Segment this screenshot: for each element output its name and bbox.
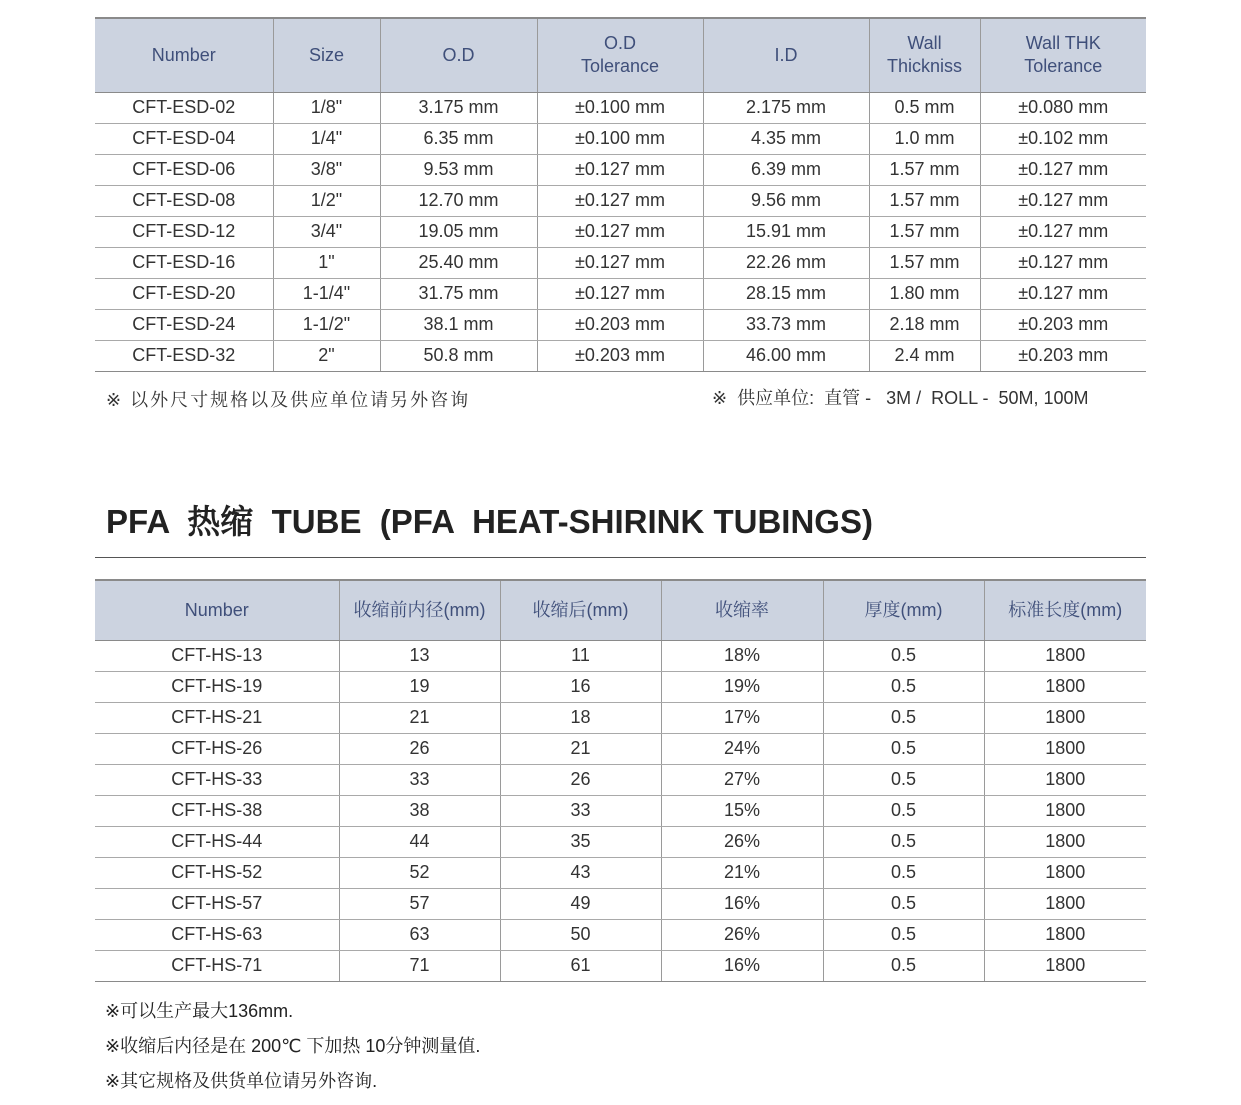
table-cell: 1800 xyxy=(984,764,1146,795)
table-cell: 24% xyxy=(661,733,823,764)
table-row xyxy=(95,309,1146,340)
esd-spec-table-body xyxy=(95,92,1146,371)
table-cell: CFT-ESD-04 xyxy=(95,123,273,154)
table-cell: 15.91 mm xyxy=(703,216,869,247)
table-cell: CFT-HS-13 xyxy=(95,640,339,671)
table-cell: ±0.203 mm xyxy=(980,309,1146,340)
table-cell: ±0.127 mm xyxy=(537,247,703,278)
table-cell: 1800 xyxy=(984,919,1146,950)
table-cell: ±0.203 mm xyxy=(537,309,703,340)
table-row xyxy=(95,640,1146,671)
table-cell: CFT-ESD-08 xyxy=(95,185,273,216)
table-cell: CFT-HS-21 xyxy=(95,702,339,733)
table-cell: 61 xyxy=(500,950,661,981)
table-row xyxy=(95,733,1146,764)
header-wall-thk-tolerance: Wall THK Tolerance xyxy=(980,18,1146,92)
table-cell: ±0.127 mm xyxy=(537,216,703,247)
table-cell: 1.57 mm xyxy=(869,247,980,278)
table-cell: 1800 xyxy=(984,733,1146,764)
table-cell: 0.5 xyxy=(823,702,984,733)
table-cell: 3/4" xyxy=(273,216,380,247)
table-cell: 3.175 mm xyxy=(380,92,537,123)
footnote-measurement: ※收缩后内径是在 200℃ 下加热 10分钟测量值. xyxy=(105,1036,481,1056)
table-cell: ±0.127 mm xyxy=(980,247,1146,278)
table-cell: ±0.127 mm xyxy=(980,216,1146,247)
table-cell: ±0.127 mm xyxy=(537,278,703,309)
header-number: Number xyxy=(95,580,339,640)
table-cell: ±0.100 mm xyxy=(537,123,703,154)
table-cell: 1800 xyxy=(984,950,1146,981)
table-cell: 26% xyxy=(661,919,823,950)
table-row xyxy=(95,826,1146,857)
table-cell: 1-1/4" xyxy=(273,278,380,309)
table-cell: 57 xyxy=(339,888,500,919)
table-cell: 1800 xyxy=(984,888,1146,919)
table-cell: 63 xyxy=(339,919,500,950)
table-cell: 0.5 xyxy=(823,950,984,981)
table-row xyxy=(95,857,1146,888)
table-row xyxy=(95,888,1146,919)
table-cell: 1/8" xyxy=(273,92,380,123)
table-cell: 1/2" xyxy=(273,185,380,216)
table-cell: 13 xyxy=(339,640,500,671)
table-cell: 12.70 mm xyxy=(380,185,537,216)
table-cell: 26 xyxy=(339,733,500,764)
table-row xyxy=(95,185,1146,216)
table-cell: ±0.203 mm xyxy=(980,340,1146,371)
header-wall-thickness: Wall Thickniss xyxy=(869,18,980,92)
table-cell: 1.80 mm xyxy=(869,278,980,309)
table-cell: 0.5 xyxy=(823,671,984,702)
table-cell: 19.05 mm xyxy=(380,216,537,247)
table-cell: 6.35 mm xyxy=(380,123,537,154)
table-row xyxy=(95,795,1146,826)
table-cell: 1800 xyxy=(984,826,1146,857)
table-cell: 0.5 xyxy=(823,795,984,826)
table-cell: 0.5 xyxy=(823,764,984,795)
table-cell: 6.39 mm xyxy=(703,154,869,185)
table-cell: 11 xyxy=(500,640,661,671)
table-cell: 4.35 mm xyxy=(703,123,869,154)
table-cell: 21 xyxy=(339,702,500,733)
table-cell: 1.57 mm xyxy=(869,216,980,247)
header-size: Size xyxy=(273,18,380,92)
divider xyxy=(95,557,1146,558)
header-shrink-rate: 收缩率 xyxy=(661,580,823,640)
table-cell: CFT-ESD-24 xyxy=(95,309,273,340)
table-cell: 0.5 mm xyxy=(869,92,980,123)
header-thickness: 厚度(mm) xyxy=(823,580,984,640)
note-other-sizes: ※ 以外尺寸规格以及供应单位请另外咨询 xyxy=(106,390,471,410)
table-cell: 0.5 xyxy=(823,733,984,764)
header-number: Number xyxy=(95,18,273,92)
table-cell: CFT-HS-44 xyxy=(95,826,339,857)
table-cell: 3/8" xyxy=(273,154,380,185)
table-cell: 1.57 mm xyxy=(869,185,980,216)
table-cell: 33 xyxy=(339,764,500,795)
table-cell: 0.5 xyxy=(823,857,984,888)
table-cell: 1800 xyxy=(984,857,1146,888)
table-cell: 2.18 mm xyxy=(869,309,980,340)
table-cell: CFT-HS-63 xyxy=(95,919,339,950)
table-cell: ±0.127 mm xyxy=(537,185,703,216)
table-cell: 0.5 xyxy=(823,826,984,857)
header-id: I.D xyxy=(703,18,869,92)
table-header-row xyxy=(95,580,1146,640)
table-cell: 1800 xyxy=(984,795,1146,826)
table-cell: ±0.080 mm xyxy=(980,92,1146,123)
table-row xyxy=(95,247,1146,278)
table-cell: ±0.127 mm xyxy=(980,185,1146,216)
table-row xyxy=(95,702,1146,733)
note-supply-unit: ※ 供应单位: 直管 - 3M / ROLL - 50M, 100M xyxy=(712,388,1089,408)
table-cell: ±0.127 mm xyxy=(537,154,703,185)
table-cell: CFT-HS-33 xyxy=(95,764,339,795)
table-cell: 1.0 mm xyxy=(869,123,980,154)
table-header-row xyxy=(95,18,1146,92)
table-cell: 21 xyxy=(500,733,661,764)
table-cell: 27% xyxy=(661,764,823,795)
table-row xyxy=(95,340,1146,371)
table-cell: 19 xyxy=(339,671,500,702)
table-cell: ±0.127 mm xyxy=(980,154,1146,185)
table-cell: 38.1 mm xyxy=(380,309,537,340)
table-cell: 2" xyxy=(273,340,380,371)
table-cell: 50 xyxy=(500,919,661,950)
table-cell: 38 xyxy=(339,795,500,826)
table-cell: 28.15 mm xyxy=(703,278,869,309)
table-cell: 33 xyxy=(500,795,661,826)
table-row xyxy=(95,950,1146,981)
table-cell: 0.5 xyxy=(823,640,984,671)
table-cell: 16% xyxy=(661,888,823,919)
table-row xyxy=(95,671,1146,702)
table-cell: 26 xyxy=(500,764,661,795)
table-row xyxy=(95,216,1146,247)
table-cell: 18% xyxy=(661,640,823,671)
table-cell: 26% xyxy=(661,826,823,857)
table-row xyxy=(95,764,1146,795)
table-cell: 9.56 mm xyxy=(703,185,869,216)
table-cell: 1/4" xyxy=(273,123,380,154)
header-inner-diameter-before: 收缩前内径(mm) xyxy=(339,580,500,640)
table-cell: 21% xyxy=(661,857,823,888)
table-cell: 15% xyxy=(661,795,823,826)
heat-shrink-table-body xyxy=(95,640,1146,981)
table-cell: CFT-HS-19 xyxy=(95,671,339,702)
table-cell: 16 xyxy=(500,671,661,702)
table-cell: ±0.203 mm xyxy=(537,340,703,371)
table-cell: 9.53 mm xyxy=(380,154,537,185)
esd-spec-table xyxy=(95,17,1146,372)
table-cell: CFT-HS-52 xyxy=(95,857,339,888)
table-cell: CFT-HS-57 xyxy=(95,888,339,919)
table-cell: 18 xyxy=(500,702,661,733)
table-cell: 16% xyxy=(661,950,823,981)
table-cell: ±0.102 mm xyxy=(980,123,1146,154)
table-cell: 50.8 mm xyxy=(380,340,537,371)
table-cell: 2.4 mm xyxy=(869,340,980,371)
table-cell: 1.57 mm xyxy=(869,154,980,185)
table-cell: CFT-HS-71 xyxy=(95,950,339,981)
table-cell: 1-1/2" xyxy=(273,309,380,340)
table-row xyxy=(95,278,1146,309)
heat-shrink-table xyxy=(95,579,1146,982)
table-cell: 1" xyxy=(273,247,380,278)
table-cell: 1800 xyxy=(984,640,1146,671)
table-row xyxy=(95,154,1146,185)
table-cell: 33.73 mm xyxy=(703,309,869,340)
table-row xyxy=(95,919,1146,950)
table-cell: CFT-HS-26 xyxy=(95,733,339,764)
table-cell: 35 xyxy=(500,826,661,857)
table-cell: CFT-ESD-12 xyxy=(95,216,273,247)
table-cell: CFT-ESD-32 xyxy=(95,340,273,371)
table-cell: 1800 xyxy=(984,702,1146,733)
table-cell: 31.75 mm xyxy=(380,278,537,309)
table-row xyxy=(95,92,1146,123)
table-cell: 0.5 xyxy=(823,919,984,950)
footnote-max-size: ※可以生产最大136mm. xyxy=(105,1001,294,1021)
table-cell: ±0.127 mm xyxy=(980,278,1146,309)
table-cell: 25.40 mm xyxy=(380,247,537,278)
table-cell: CFT-ESD-06 xyxy=(95,154,273,185)
table-cell: 71 xyxy=(339,950,500,981)
table-cell: CFT-ESD-16 xyxy=(95,247,273,278)
table-cell: 52 xyxy=(339,857,500,888)
table-row xyxy=(95,123,1146,154)
table-cell: CFT-ESD-02 xyxy=(95,92,273,123)
header-od-tolerance: O.D Tolerance xyxy=(537,18,703,92)
header-after-shrink: 收缩后(mm) xyxy=(500,580,661,640)
table-cell: 44 xyxy=(339,826,500,857)
table-cell: 1800 xyxy=(984,671,1146,702)
table-cell: 2.175 mm xyxy=(703,92,869,123)
table-cell: 43 xyxy=(500,857,661,888)
section-title: PFA 热缩 TUBE (PFA HEAT-SHIRINK TUBINGS) xyxy=(106,503,873,540)
table-cell: 17% xyxy=(661,702,823,733)
footnote-other-specs: ※其它规格及供货单位请另外咨询. xyxy=(105,1071,378,1091)
table-cell: 19% xyxy=(661,671,823,702)
table-cell: 0.5 xyxy=(823,888,984,919)
header-od: O.D xyxy=(380,18,537,92)
table-cell: CFT-ESD-20 xyxy=(95,278,273,309)
table-cell: ±0.100 mm xyxy=(537,92,703,123)
table-cell: 46.00 mm xyxy=(703,340,869,371)
table-cell: CFT-HS-38 xyxy=(95,795,339,826)
table-cell: 22.26 mm xyxy=(703,247,869,278)
table-cell: 49 xyxy=(500,888,661,919)
header-standard-length: 标准长度(mm) xyxy=(984,580,1146,640)
